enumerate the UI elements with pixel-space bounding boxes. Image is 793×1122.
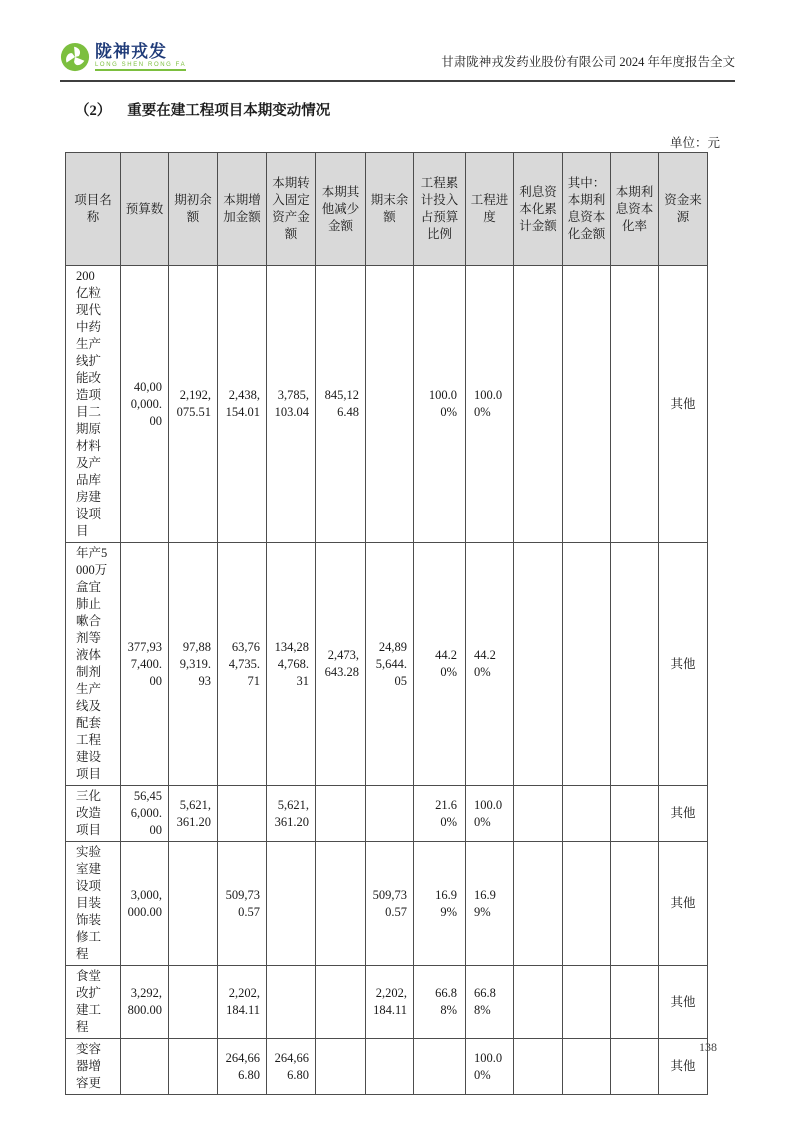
column-header: 其中：本期利息资本化金额	[563, 153, 611, 266]
value-cell: 其他	[659, 1039, 708, 1095]
value-cell: 2,202,184.11	[218, 966, 267, 1039]
value-cell	[514, 966, 563, 1039]
value-cell	[218, 786, 267, 842]
value-cell	[563, 842, 611, 966]
value-cell: 5,621,361.20	[267, 786, 316, 842]
value-cell: 3,785,103.04	[267, 266, 316, 543]
value-cell	[514, 842, 563, 966]
value-cell	[563, 966, 611, 1039]
value-cell	[563, 786, 611, 842]
table-header-row	[66, 153, 708, 266]
value-cell: 100.00%	[414, 266, 466, 543]
value-cell: 845,126.48	[316, 266, 366, 543]
project-name-cell: 三化改造项目	[66, 786, 121, 842]
value-cell	[316, 966, 366, 1039]
value-cell	[611, 966, 659, 1039]
value-cell	[316, 842, 366, 966]
value-cell	[563, 1039, 611, 1095]
value-cell: 16.99%	[466, 842, 514, 966]
value-cell: 63,764,735.71	[218, 543, 267, 786]
value-cell: 2,438,154.01	[218, 266, 267, 543]
value-cell: 509,730.57	[218, 842, 267, 966]
value-cell: 3,000,000.00	[121, 842, 169, 966]
value-cell: 其他	[659, 842, 708, 966]
value-cell	[611, 543, 659, 786]
value-cell: 其他	[659, 543, 708, 786]
value-cell: 100.00%	[466, 266, 514, 543]
value-cell	[611, 1039, 659, 1095]
section-title-text: 重要在建工程项目本期变动情况	[127, 103, 331, 119]
value-cell: 其他	[659, 966, 708, 1039]
header-divider	[60, 80, 735, 82]
value-cell	[611, 266, 659, 543]
value-cell	[514, 266, 563, 543]
column-header: 本期增加金额	[218, 153, 267, 266]
value-cell	[169, 1039, 218, 1095]
value-cell: 264,666.80	[267, 1039, 316, 1095]
value-cell	[366, 1039, 414, 1095]
value-cell: 264,666.80	[218, 1039, 267, 1095]
value-cell	[611, 842, 659, 966]
value-cell	[514, 786, 563, 842]
value-cell	[366, 266, 414, 543]
column-header: 期末余额	[366, 153, 414, 266]
value-cell: 2,473,643.28	[316, 543, 366, 786]
column-header: 本期利息资本化率	[611, 153, 659, 266]
value-cell: 其他	[659, 786, 708, 842]
value-cell: 24,895,644.05	[366, 543, 414, 786]
value-cell	[316, 786, 366, 842]
value-cell: 5,621,361.20	[169, 786, 218, 842]
value-cell	[611, 786, 659, 842]
value-cell: 66.88%	[414, 966, 466, 1039]
project-name-cell: 实验室建设项目装饰装修工程	[66, 842, 121, 966]
value-cell: 100.00%	[466, 1039, 514, 1095]
company-logo	[60, 42, 186, 72]
value-cell: 66.88%	[466, 966, 514, 1039]
table-row	[66, 543, 708, 786]
column-header: 利息资本化累计金额	[514, 153, 563, 266]
value-cell	[267, 966, 316, 1039]
value-cell: 377,937,400.00	[121, 543, 169, 786]
logo-text	[95, 43, 186, 71]
value-cell: 16.99%	[414, 842, 466, 966]
value-cell	[316, 1039, 366, 1095]
value-cell: 21.60%	[414, 786, 466, 842]
value-cell	[514, 543, 563, 786]
column-header: 工程累计投入占预算比例	[414, 153, 466, 266]
document-title: 甘肃陇神戎发药业股份有限公司 2024 年年度报告全文	[441, 55, 735, 69]
project-name-cell: 变容器增容更	[66, 1039, 121, 1095]
table-row	[66, 966, 708, 1039]
unit-label: 单位：元	[669, 136, 720, 150]
column-header: 工程进度	[466, 153, 514, 266]
value-cell: 其他	[659, 266, 708, 543]
page-number: 138	[699, 1040, 717, 1054]
value-cell	[267, 842, 316, 966]
value-cell	[514, 1039, 563, 1095]
table-row	[66, 842, 708, 966]
value-cell: 509,730.57	[366, 842, 414, 966]
project-name-cell: 食堂改扩建工程	[66, 966, 121, 1039]
section-title	[75, 99, 330, 120]
value-cell	[169, 842, 218, 966]
value-cell: 44.20%	[466, 543, 514, 786]
table-row	[66, 1039, 708, 1095]
brand-name-en: LONG SHEN RONG FA	[95, 62, 186, 71]
column-header: 期初余额	[169, 153, 218, 266]
construction-projects-table	[65, 152, 708, 1095]
table-row	[66, 786, 708, 842]
value-cell	[414, 1039, 466, 1095]
table-row	[66, 266, 708, 543]
value-cell: 134,284,768.31	[267, 543, 316, 786]
value-cell: 40,000,000.00	[121, 266, 169, 543]
column-header: 项目名称	[66, 153, 121, 266]
column-header: 本期转入固定资产金额	[267, 153, 316, 266]
value-cell: 3,292,800.00	[121, 966, 169, 1039]
project-name-cell: 200 亿粒现代中药生产线扩能改造项目二期原材料及产品库房建设项目	[66, 266, 121, 543]
value-cell: 56,456,000.00	[121, 786, 169, 842]
value-cell: 2,202,184.11	[366, 966, 414, 1039]
column-header: 预算数	[121, 153, 169, 266]
value-cell	[366, 786, 414, 842]
value-cell	[563, 266, 611, 543]
pinwheel-logo-icon	[60, 42, 90, 72]
value-cell: 44.20%	[414, 543, 466, 786]
value-cell: 100.00%	[466, 786, 514, 842]
section-number: （2）	[75, 103, 112, 119]
column-header: 本期其他减少金额	[316, 153, 366, 266]
brand-name-cn: 陇神戎发	[95, 42, 167, 61]
column-header: 资金来源	[659, 153, 708, 266]
value-cell	[169, 966, 218, 1039]
value-cell: 97,889,319.93	[169, 543, 218, 786]
value-cell: 2,192,075.51	[169, 266, 218, 543]
value-cell	[563, 543, 611, 786]
value-cell	[121, 1039, 169, 1095]
page-header	[60, 42, 735, 72]
project-name-cell: 年产5000万盒宜肺止嗽合剂等液体制剂生产线及配套工程建设项目	[66, 543, 121, 786]
